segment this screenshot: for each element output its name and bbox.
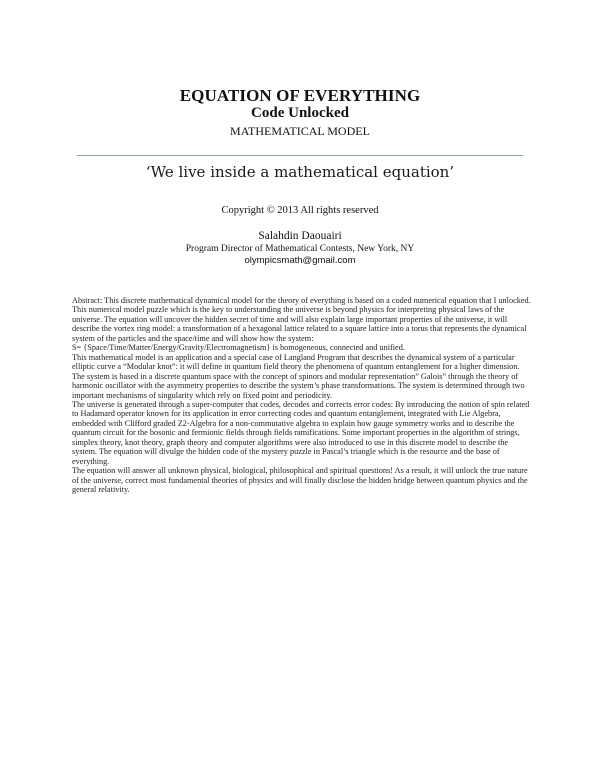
author-affiliation: Program Director of Mathematical Contests, New York, NY [185, 244, 415, 254]
abstract-paragraph: The universe is generated through a super-computer that codes, decodes and corrects error codes: By introducing the notion of spin related to Hadamard operator known for its application in error correcting codes and quantum entanglement, integrated with Lie Algebra, embedded with Clifford graded Z2-Algebra for a non-commutative algebra to explain how gauge symmetry works and to describe the quantum circuit for the bosonic and fermionic fields through fields ramifications. Some important properties in the algorithm of strings, simplex theory, knot theory, graph theory and computer algorithms were also introduced to use in this discrete model to describe the system. The equation will divulge the hidden code of the mystery puzzle in Pascal’s triangle which is the resource and the base of everything. [72, 399, 530, 466]
abstract-paragraph: This mathematical model is an application and a special case of Langland Program that describes the dynamical system of a particular elliptic curve a “Modular knot”: it will define in quantum field theory the phenomena of quantum entanglement for a higher dimension. The system is based in a discrete quantum space with the concept of spinors and modular representation” Galois” through the theory of harmonic oscillator with the asymmetry properties to describe the system’s phase transformations. The system is determined through two important mechanisms of singularity which rely on fixed point and periodicity. [72, 352, 525, 400]
abstract-paragraph: S= {Space/Time/Matter/Energy/Gravity/Electromagnetism} is homogeneous, connected and unified. [72, 343, 405, 353]
document-model-label: MATHEMATICAL MODEL [230, 124, 370, 138]
author-email: olympicsmath@gmail.com [244, 255, 356, 266]
epigraph-quote: ‘We live inside a mathematical equation’ [145, 163, 455, 181]
title-divider [77, 155, 523, 156]
author-name: Salahdin Daouairi [258, 230, 342, 242]
abstract-block [72, 296, 532, 495]
abstract-paragraph: Abstract: This discrete mathematical dynamical model for the theory of everything is based on a coded numerical equation that I unlocked. This numerical model puzzle which is the key to understanding the universe is beyond physics for interpreting physical laws of the universe. The equation will uncover the hidden secret of time and will also explain large important properties of the universe, it will describe the vortex ring model: a transformation of a hexagonal lattice related to a square lattice into a torus that represents the dynamical system of the particles and the space/time and will show how the system: [72, 296, 531, 343]
copyright-notice: Copyright © 2013 All rights reserved [221, 205, 379, 216]
document-title: EQUATION OF EVERYTHING [179, 86, 421, 105]
abstract-paragraph: The equation will answer all unknown physical, biological, philosophical and spiritual questions! As a result, it will unlock the true nature of the universe, correct most fundamental theories of physics and will finally disclose the hidden bridge between quantum physics and the general relativity. [72, 466, 528, 495]
document-subtitle: Code Unlocked [251, 105, 349, 121]
